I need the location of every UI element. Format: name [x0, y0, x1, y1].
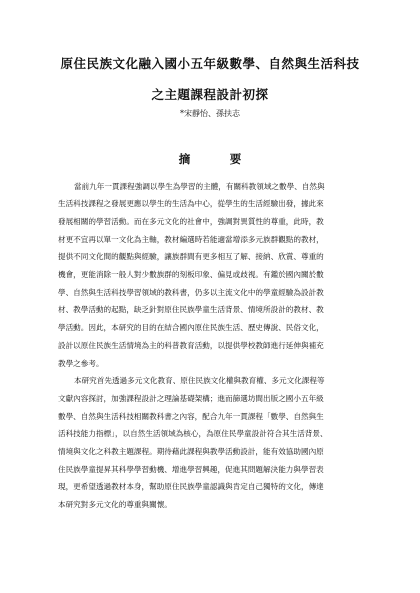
- paragraph-line: 材更不宜再以單一文化為主軸，教材編選時若能適當增添多元族群觀點的教材，: [58, 234, 324, 244]
- paragraph-line: 當前九年一貫課程強調以學生為學習的主體，有關科教領域之數學、自然與: [74, 181, 325, 191]
- paragraph-line: 設計以原住民族生活情境為主的科普教育活動，以提供學校教師進行延伸與補充: [58, 340, 324, 350]
- paragraph-line: 生活科技課程之發展更應以學生的生活為中心，從學生的生活經驗出發，據此來: [58, 199, 324, 209]
- paragraph-line: 學、自然與生活科技學習領域的教科書，仍多以主流文化中的學童經驗為設計教: [58, 287, 324, 297]
- paragraph-line: 機會，更能消除一般人對少數族群的刻板印象、偏見或歧視。有鑑於國內關於數: [58, 270, 324, 280]
- abstract-paragraph-1: [58, 178, 362, 373]
- paragraph-line: 材、教學活動的起點，缺乏針對原住民族學童生活背景、情境所設計的教材、教: [58, 305, 324, 315]
- paragraph-line: 本研究首先透過多元文化教育、原住民族文化權與教育權、多元文化課程等: [74, 376, 325, 386]
- paper-title-line-1: 原住民族文化融入國小五年級數學、自然與生活科技: [60, 56, 360, 71]
- paragraph-line: 現，更希望透過教材本身，幫助原住民族學童認識與肯定自己獨特的文化，傳達: [58, 482, 324, 492]
- paragraph-line: 學活動。因此，本研究的目的在結合國內原住民族生活、歷史傳說、民俗文化，: [58, 323, 324, 333]
- paragraph-line: 文獻內容探討，加強課程設計之理論基礎架構；進而篩選坊間出版之國小五年級: [58, 393, 324, 403]
- paragraph-line: 發展相關的學習活動。而在多元文化的社會中，強調對異質性的尊重，此時，教: [58, 216, 324, 226]
- paragraph-line: 活科技能力指標」，以自然生活領域為核心，為原住民學童設計符合其生活背景、: [58, 429, 328, 439]
- paragraph-line: 情境與文化之科教主題課程。期待藉此課程與教學活動設計，能有效協助國內原: [58, 447, 324, 457]
- abstract-paragraph-2: [58, 372, 362, 514]
- paper-authors: *宋靜怡、孫扶志: [180, 109, 240, 118]
- abstract-heading: 摘 要: [178, 152, 256, 166]
- paper-title-line-2: 之主題課程設計初探: [151, 86, 269, 102]
- paragraph-line: 住民族學童提昇其科學學習動機、增進學習興趣，促進其問題解決能力與學習表: [58, 464, 324, 474]
- paragraph-line: 提供不同文化間的觀點與經驗，讓族群間有更多相互了解、接納、欣賞、尊重的: [58, 252, 324, 262]
- paragraph-line: 數學、自然與生活科技相關教科書之內容，配合九年一貫課程「數學、自然與生: [58, 411, 324, 421]
- paragraph-line: 教學之參考。: [58, 358, 104, 368]
- paragraph-line: 本研究對多元文化的尊重與關懷。: [58, 500, 172, 510]
